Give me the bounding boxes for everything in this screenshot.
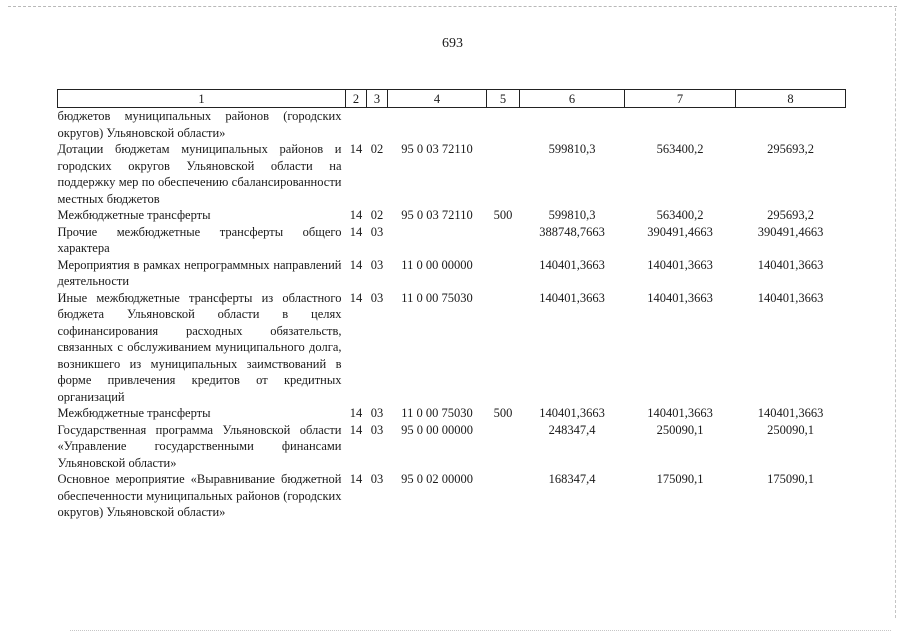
row-section-code: 14 (349, 406, 363, 420)
row-section-code: 14 (349, 224, 363, 239)
row-amount-col8: 140401,3663 (757, 406, 824, 420)
column-header: 5 (487, 90, 520, 108)
table-row (58, 405, 846, 422)
row-amount-col7: 563400,2 (656, 142, 704, 156)
table-row (58, 207, 846, 224)
row-target-article-code (388, 108, 487, 142)
row-amount-col6: 388748,7663 (539, 224, 605, 239)
row-expense-type-code: 500 (493, 406, 513, 420)
row-target-article-code (388, 224, 487, 257)
row-name: Межбюджетные трансферты (57, 208, 211, 222)
row-amount-col7: 390491,4663 (647, 224, 713, 239)
row-subsection-code: 03 (370, 290, 384, 305)
row-expense-type-code (487, 422, 520, 472)
row-expense-type-code (487, 141, 520, 207)
scan-edge-top (8, 6, 897, 7)
scan-edge-right (895, 8, 896, 618)
row-name: Иные межбюджетные трансферты из областного бюджета Ульяновской области в целях софинансирования расходных обязательств, связанных с обслуживанием муниципального долга, возникшего из муниципальных заимствований в форме привлечения кредитов от кредитных организаций (57, 290, 342, 404)
table-header-row (58, 90, 846, 108)
row-amount-col8: 295693,2 (767, 142, 814, 156)
column-header: 1 (58, 90, 346, 108)
row-amount-col7 (625, 108, 736, 142)
row-amount-col8 (736, 108, 846, 142)
table-row (58, 290, 846, 406)
row-expense-type-code (487, 257, 520, 290)
row-name: Государственная программа Ульяновской области «Управление государственными финансами Ульяновской области» (57, 422, 342, 470)
page-number: 693 (442, 36, 463, 51)
row-amount-col7: 140401,3663 (647, 257, 713, 272)
row-expense-type-code (487, 471, 520, 521)
row-expense-type-code (487, 108, 520, 142)
row-subsection-code: 03 (370, 422, 384, 437)
column-header: 7 (625, 90, 736, 108)
row-amount-col8: 140401,3663 (757, 290, 824, 305)
row-amount-col6: 140401,3663 (539, 290, 605, 305)
row-subsection-code: 02 (370, 208, 384, 222)
row-amount-col6: 599810,3 (548, 142, 596, 156)
row-section-code: 14 (349, 472, 363, 486)
row-target-article-code: 95 0 00 00000 (401, 422, 473, 437)
row-subsection-code: 03 (370, 224, 384, 239)
row-section-code: 14 (349, 142, 363, 156)
table-row (58, 422, 846, 472)
row-amount-col7: 140401,3663 (647, 290, 713, 305)
row-target-article-code: 95 0 03 72110 (401, 142, 473, 156)
row-expense-type-code (487, 224, 520, 257)
table-row (58, 257, 846, 290)
row-amount-col6: 248347,4 (548, 422, 596, 437)
row-name: Основное мероприятие «Выравнивание бюджетной обеспеченности муниципальных районов (городских округов) Ульяновской области» (57, 472, 342, 519)
row-section-code: 14 (349, 422, 363, 437)
table-row (58, 141, 846, 207)
table-row (58, 108, 846, 142)
budget-table (57, 89, 846, 521)
row-target-article-code: 95 0 03 72110 (401, 208, 473, 222)
row-name: Прочие межбюджетные трансферты общего характера (57, 224, 342, 255)
row-section-code (346, 108, 367, 142)
row-section-code: 14 (349, 257, 363, 272)
row-amount-col6: 168347,4 (548, 472, 596, 486)
row-target-article-code: 11 0 00 00000 (401, 257, 473, 272)
row-target-article-code: 95 0 02 00000 (401, 472, 473, 486)
table-row (58, 224, 846, 257)
row-amount-col8: 175090,1 (767, 472, 814, 486)
column-header: 4 (388, 90, 487, 108)
column-header: 2 (346, 90, 367, 108)
row-amount-col7: 140401,3663 (647, 406, 713, 420)
row-target-article-code: 11 0 00 75030 (401, 290, 473, 305)
row-amount-col8: 295693,2 (767, 208, 814, 222)
row-amount-col6: 140401,3663 (539, 406, 605, 420)
table-body (58, 108, 846, 521)
column-header: 6 (520, 90, 625, 108)
row-subsection-code: 03 (370, 406, 384, 420)
row-amount-col8: 390491,4663 (757, 224, 824, 239)
row-expense-type-code (487, 290, 520, 406)
row-subsection-code: 03 (370, 472, 384, 486)
table-row (58, 471, 846, 521)
row-amount-col7: 175090,1 (656, 472, 704, 486)
row-amount-col8: 140401,3663 (757, 257, 824, 272)
row-amount-col7: 250090,1 (656, 422, 704, 437)
row-subsection-code: 02 (370, 142, 384, 156)
row-target-article-code: 11 0 00 75030 (401, 406, 473, 420)
row-subsection-code: 03 (370, 257, 384, 272)
row-amount-col6 (520, 108, 625, 142)
row-amount-col6: 599810,3 (548, 208, 596, 222)
row-amount-col8: 250090,1 (767, 422, 814, 437)
row-amount-col6: 140401,3663 (539, 257, 605, 272)
row-amount-col7: 563400,2 (656, 208, 704, 222)
row-section-code: 14 (349, 290, 363, 305)
row-name: Дотации бюджетам муниципальных районов и городских округов Ульяновской области на поддержку мер по обеспечению сбалансированности местных бюджетов (57, 142, 342, 206)
row-name: бюджетов муниципальных районов (городских округов) Ульяновской области» (57, 109, 342, 140)
column-header: 3 (367, 90, 388, 108)
row-name: Мероприятия в рамках непрограммных направлений деятельности (57, 257, 342, 288)
row-expense-type-code: 500 (493, 208, 513, 222)
row-subsection-code (367, 108, 388, 142)
scan-edge-bottom (70, 630, 891, 631)
column-header: 8 (736, 90, 846, 108)
row-section-code: 14 (349, 208, 363, 222)
row-name: Межбюджетные трансферты (57, 406, 211, 420)
